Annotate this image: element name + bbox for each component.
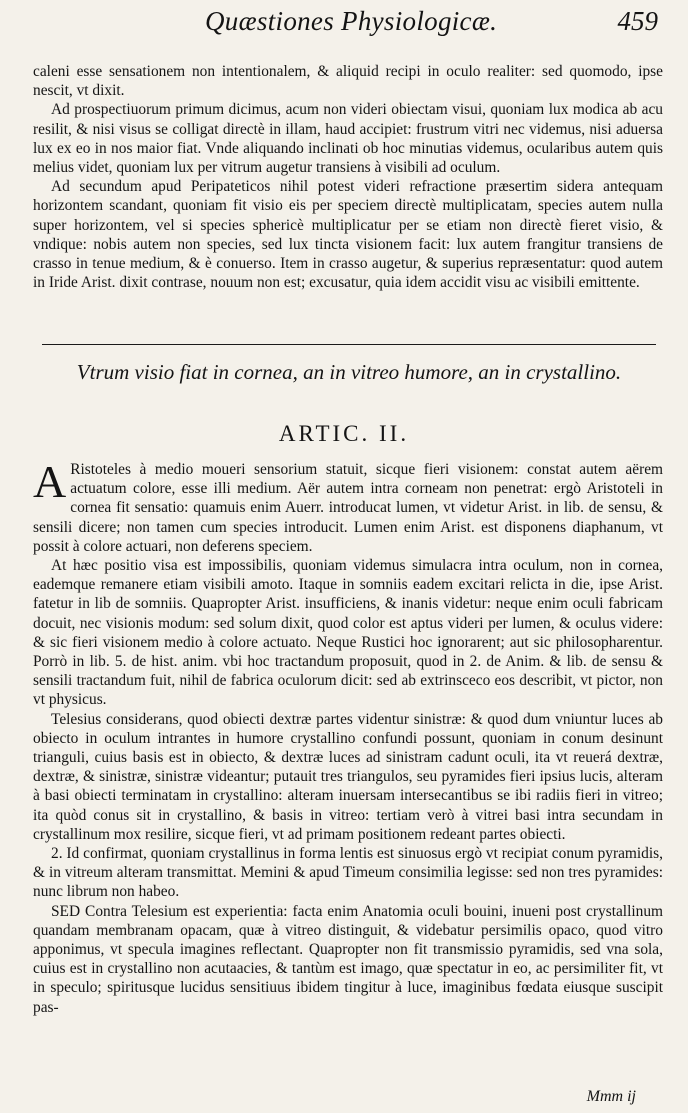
paragraph: Ad prospectiuorum primum dicimus, acum non videri obiectam visui, quoniam lux modica ab acu resilit, & nisi visus se colligat directè in illam, haud accipiet: frustrum vitri nec videmus, nisi aduersa lux ex eo in nos maior fiat. Vnde aliquando inclinati ob hoc minutias videmus, ocularibus autem quis melius videt, quoniam lux per vitrum augetur transiens à visibili ad oculum. xyxy=(33,101,663,177)
drop-cap: A xyxy=(33,456,67,507)
text-block-main xyxy=(33,456,663,1017)
text-block-top xyxy=(33,62,663,292)
page-header xyxy=(0,4,688,44)
paragraph: 2. Id confirmat, quoniam crystallinus in forma lentis est sinuosus ergò vt recipiat conum pyramidis, & in vitreum alteram transmittat. Memini & apud Timeum consimilia legisse: sed non tres pyramides: nunc librum non habeo. xyxy=(33,845,663,901)
paragraph: At hæc positio visa est impossibilis, quoniam videmus simulacra intra oculum, non in cornea, eademque remanere etiam visibili amoto. Itaque in somniis eadem excitari relicta in die, ipse Arist. fatetur in lib de somniis. Quapropter Arist. insufficiens, & inanis videtur: neque enim oculi fabricam docuit, nec visionis modum: sed solum dixit, quod color est aptus videri per lumen, & oculus videre: & sic fieri visionem medio à colore actuato. Neque Rustici hoc ignorarent; aut sic philosopharentur. Porrò in lib. 5. de hist. anim. vbi hoc tractandum proposuit, quod in 2. de Anim. & lib. de sensu & sensili tractandum fuit, nihil de fabrica oculorum dicit: sed ab extrinsceco eos describit, vt pictor, non vt physicus. xyxy=(33,557,663,709)
paragraph-text: Ristoteles à medio moueri sensorium statuit, sicque fieri visionem: constat autem aërem actuatum colore, esse illi medium. Aër autem intra corneam non penetrat: ergò Aristoteli in cornea fit sensatio: quamuis enim Auerr. introducat lumen, vt videtur Arist. in lib. de sensu, & sensili dicere; non tamen cum species introducit. Lumen enim Arist. est disponens diaphanum, vt possit à colore actuari, non deferens speciem. xyxy=(33,461,663,555)
article-label: ARTIC. II. xyxy=(278,421,410,446)
page-number: 459 xyxy=(617,6,658,36)
paragraph: caleni esse sensationem non intentionalem, & aliquid recipi in oculo realiter: sed quomodo, ipse nescit, vt dixit. xyxy=(33,63,663,100)
signature-mark: Mmm ij xyxy=(586,1088,636,1105)
paragraph: Ad secundum apud Peripateticos nihil potest videri refractione præsertim sidera antequam horizontem scandant, quoniam fit visio eis per speciem directè multiplicatam, species autem nulla super horizontem, vel si species sphericè multiplicatur per se etiam non directè fieret visio, & vndique: nobis autem non species, sed lux tincta visionem facit: lux autem frangitur transiens de crasso in tenue medium, & è conuerso. Item in crasso augetur, & superius repræsentatur: quod autem in Iride Arist. dixit contrase, nouum non est; excusatur, quia idem accidit visu ac visibili emittente. xyxy=(33,178,663,292)
section-divider xyxy=(42,344,656,345)
paragraph: SED Contra Telesium est experientia: facta enim Anatomia oculi bouini, inueni post crystallinum quandam membranam opacam, quæ à vitreo distinguit, & videbatur persimilis opaco, quod vitro apponimus, vt specula imagines reflectant. Quapropter non fit transmissio pyramidis, sed vna sola, cuius est in crystallino non acutaacies, & tantùm est imago, quæ spectatur in eo, ac persimiliter fit, vt in speculo; spiritusque lucidus sensitiuus ibidem tingitur à luce, imaginibus fœdata eiusque suscipit pas- xyxy=(33,902,663,1016)
running-title: Quæstiones Physiologicæ. xyxy=(205,6,498,36)
section-heading: Vtrum visio fiat in cornea, an in vitreo humore, an in crystallino. xyxy=(76,360,622,384)
paragraph xyxy=(33,456,663,556)
paragraph: Telesius considerans, quod obiecti dextræ partes videntur sinistræ: & quod dum vniuntur luces ab obiecto in oculum intrantes in humore crystallino confundi possunt, quoniam in conum desinunt trianguli, cuius basis est in obiecto, & dextræ luces ad sinistram cadunt oculi, ita vt reuerá dextræ, dextræ, & sinistræ, sinistræ videantur; putauit tres triangulos, seu pyramides fieri ipsius lucis, alteram à basi obiecti terminatam in crystallino: alteram inuersam intersecantibus se ibi radiis fieri in vitreo; ita quòd conus sit in crystallino, & basis in vitreo: tertiam verò à vitrei basi intra secundam in crystallinum mox resilire, sicque fieri, vt ad primam positionem redeant partes obiecti. xyxy=(33,710,663,843)
